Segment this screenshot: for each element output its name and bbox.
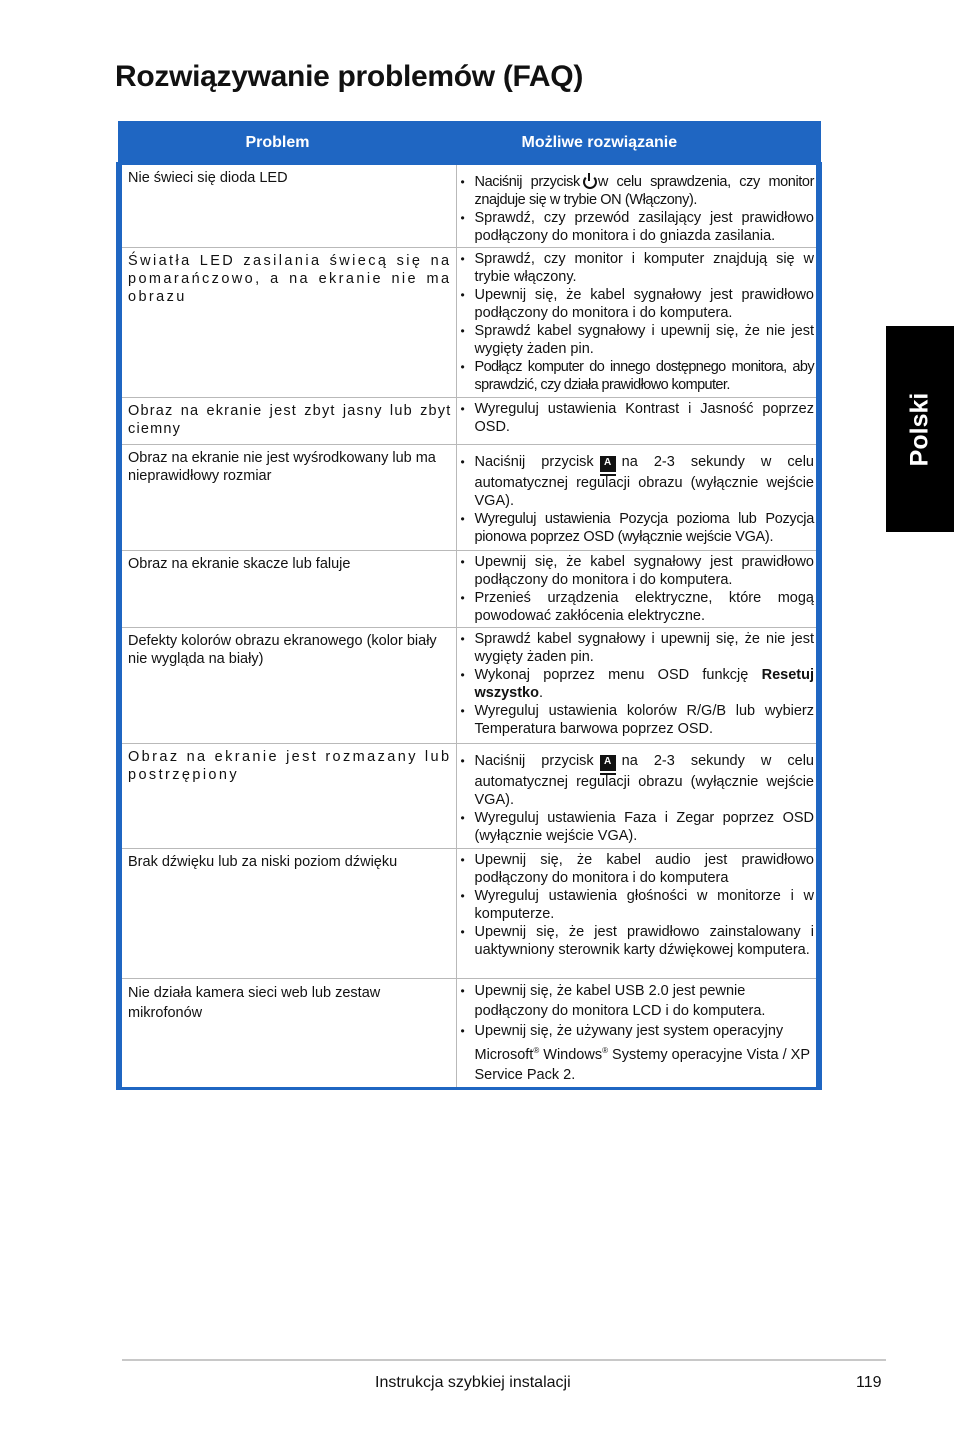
- problem-cell: Defekty kolorów obrazu ekranowego (kolor biały nie wygląda na biały): [119, 628, 456, 744]
- problem-cell: Obraz na ekranie jest zbyt jasny lub zbyt ciemny: [119, 398, 456, 445]
- solution-item: • Upewnij się, że jest prawidłowo zainstalowany i uaktywniony sterownik karty dźwiękowej komputera.: [457, 923, 815, 959]
- solution-item: • Sprawdź kabel sygnałowy i upewnij się, że nie jest wygięty żaden pin.: [457, 630, 815, 666]
- auto-adjust-icon: A: [600, 755, 616, 773]
- solution-cell: [456, 445, 819, 551]
- problem-cell: Brak dźwięku lub za niski poziom dźwięku: [119, 849, 456, 979]
- auto-adjust-icon: A: [600, 456, 616, 474]
- table-row: [119, 164, 819, 248]
- solution-item: • Sprawdź kabel sygnałowy i upewnij się, że nie jest wygięty żaden pin.: [457, 322, 815, 358]
- solution-cell: [456, 164, 819, 248]
- problem-cell: Nie działa kamera sieci web lub zestaw mikrofonów: [119, 979, 456, 1089]
- footer-title: Instrukcja szybkiej instalacji: [375, 1374, 571, 1391]
- page-title: Rozwiązywanie problemów (FAQ): [115, 60, 584, 93]
- problem-cell: Obraz na ekranie jest rozmazany lub postrzępiony: [119, 744, 456, 849]
- solution-item: • Sprawdź, czy przewód zasilający jest prawidłowo podłączony do monitora i do gniazda zasilania.: [457, 209, 815, 245]
- power-icon: [582, 173, 596, 187]
- problem-cell: Obraz na ekranie skacze lub faluje: [119, 551, 456, 628]
- column-header-solution: Możliwe rozwiązanie: [456, 123, 819, 164]
- table-row: [119, 398, 819, 445]
- faq-table: [116, 121, 822, 1090]
- solution-item: • Wykonaj poprzez menu OSD funkcję Resetuj wszystko.: [457, 666, 815, 702]
- solution-item: • Wyreguluj ustawienia kolorów R/G/B lub wybierz Temperatura barwowa poprzez OSD.: [457, 702, 815, 738]
- solution-item: • Sprawdź, czy monitor i komputer znajdują się w trybie włączony.: [457, 250, 815, 286]
- solution-item: • Naciśnij przycisk A na 2-3 sekundy w celu automatycznej regulacji obrazu (wyłącznie wejście VGA).: [457, 453, 815, 510]
- solution-item: • Upewnij się, że kabel USB 2.0 jest pewnie podłączony do monitora LCD i do komputera.: [457, 981, 815, 1021]
- solution-cell: [456, 248, 819, 398]
- solution-cell: [456, 398, 819, 445]
- solution-item: • Wyreguluj ustawienia Faza i Zegar poprzez OSD (wyłącznie wejście VGA).: [457, 809, 815, 845]
- footer-divider: [122, 1359, 886, 1361]
- solution-cell: [456, 979, 819, 1089]
- table-row: [119, 849, 819, 979]
- solution-cell: [456, 551, 819, 628]
- solution-cell: [456, 744, 819, 849]
- solution-item: • Wyreguluj ustawienia głośności w monitorze i w komputerze.: [457, 887, 815, 923]
- table-row: [119, 979, 819, 1089]
- table-row: [119, 445, 819, 551]
- table-row: [119, 628, 819, 744]
- problem-cell: Obraz na ekranie nie jest wyśrodkowany lub ma nieprawidłowy rozmiar: [119, 445, 456, 551]
- column-header-problem: Problem: [119, 123, 456, 164]
- table-row: [119, 744, 819, 849]
- table-row: [119, 248, 819, 398]
- solution-item: • Upewnij się, że kabel audio jest prawidłowo podłączony do monitora i do komputera: [457, 851, 815, 887]
- solution-item: • Podłącz komputer do innego dostępnego monitora, aby sprawdzić, czy działa prawidłowo komputer.: [457, 358, 815, 394]
- language-side-tab: [886, 326, 954, 532]
- table-row: [119, 551, 819, 628]
- solution-item: • Wyreguluj ustawienia Pozycja pozioma lub Pozycja pionowa poprzez OSD (wyłącznie wejście VGA).: [457, 510, 815, 546]
- solution-item: • Upewnij się, że używany jest system operacyjny Microsoft® Windows® Systemy operacyjne Vista / XP Service Pack 2.: [457, 1021, 815, 1085]
- solution-item: • Upewnij się, że kabel sygnałowy jest prawidłowo podłączony do monitora i do komputera.: [457, 286, 815, 322]
- solution-cell: [456, 849, 819, 979]
- table-header-row: [119, 123, 819, 164]
- language-label: Polski: [905, 392, 934, 466]
- problem-cell: Nie świeci się dioda LED: [119, 164, 456, 248]
- problem-cell: Światła LED zasilania świecą się na pomarańczowo, a na ekranie nie ma obrazu: [119, 248, 456, 398]
- faq-rows: [119, 164, 819, 1089]
- solution-item: • Upewnij się, że kabel sygnałowy jest prawidłowo podłączony do monitora i do komputera.: [457, 553, 815, 589]
- page-number: 119: [856, 1374, 882, 1391]
- solution-cell: [456, 628, 819, 744]
- solution-item: • Wyreguluj ustawienia Kontrast i Jasność poprzez OSD.: [457, 400, 815, 436]
- solution-item: • Naciśnij przycisk A na 2-3 sekundy w celu automatycznej regulacji obrazu (wyłącznie wejście VGA).: [457, 752, 815, 809]
- solution-item: • Naciśnij przycisk w celu sprawdzenia, czy monitor znajduje się w trybie ON (Włączony).: [457, 173, 815, 209]
- solution-item: • Przenieś urządzenia elektryczne, które mogą powodować zakłócenia elektryczne.: [457, 589, 815, 625]
